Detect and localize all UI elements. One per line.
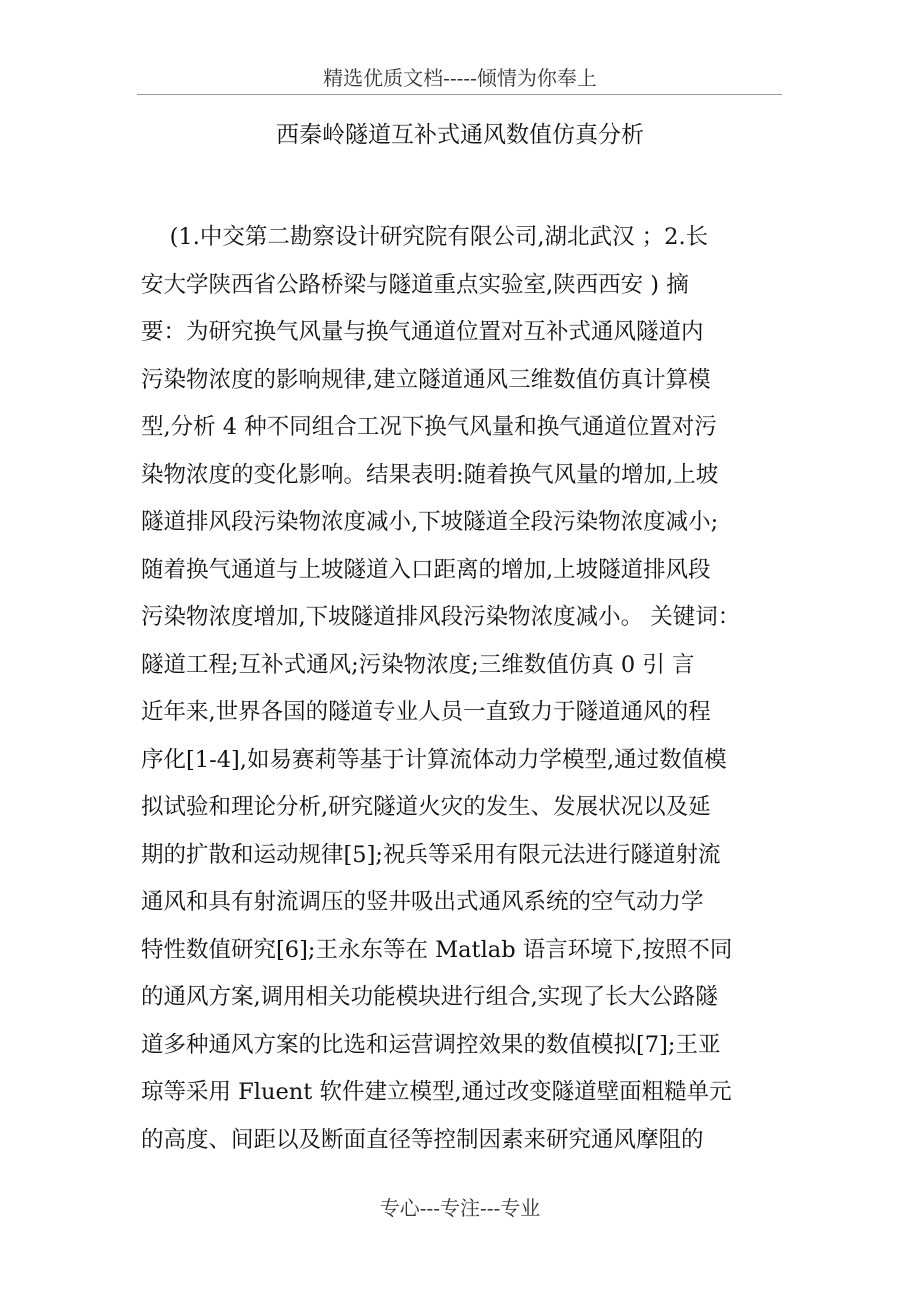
body-line: 型,分析 4 种不同组合工况下换气风量和换气通道位置对污 (141, 414, 717, 440)
body-line: 通风和具有射流调压的竖井吸出式通风系统的空气动力学 (141, 889, 704, 915)
body-line: 特性数值研究[6];王永东等在 Matlab 语言环境下,按照不同 (141, 936, 733, 963)
body-line: 的高度、间距以及断面直径等控制因素来研究通风摩阻的 (141, 1126, 704, 1153)
document-title: 西秦岭隧道互补式通风数值仿真分析 (276, 122, 644, 148)
body-line: 道多种通风方案的比选和运营调控效果的数值模拟[7];王亚 (141, 1031, 721, 1058)
body-line: 安大学陕西省公路桥梁与隧道重点实验室,陕西西安 ) 摘 (141, 271, 689, 298)
body-line: 要：为研究换气风量与换气通道位置对互补式通风隧道内 (141, 319, 704, 345)
body-line: (1.中交第二勘察设计研究院有限公司,湖北武汉 ；2.长 (141, 224, 709, 250)
body-line: 拟试验和理论分析,研究隧道火灾的发生、发展状况以及延 (141, 794, 711, 820)
page-header: 精选优质文档-----倾情为你奉上 (323, 66, 597, 90)
body-line: 染物浓度的变化影响。结果表明:随着换气风量的增加,上坡 (141, 461, 719, 488)
body-line: 污染物浓度的影响规律,建立隧道通风三维数值仿真计算模 (141, 366, 711, 393)
body-line: 随着换气通道与上坡隧道入口距离的增加,上坡隧道排风段 (141, 556, 711, 583)
body-line: 期的扩散和运动规律[5];祝兵等采用有限元法进行隧道射流 (141, 841, 721, 868)
body-line: 序化[1-4],如易赛莉等基于计算流体动力学模型,通过数值模 (141, 746, 727, 773)
body-line: 琼等采用 Fluent 软件建立模型,通过改变隧道壁面粗糙单元 (141, 1079, 732, 1105)
header-divider (137, 94, 782, 95)
body-line: 隧道工程;互补式通风;污染物浓度;三维数值仿真 0 引 言 (141, 651, 695, 678)
body-line: 污染物浓度增加,下坡隧道排风段污染物浓度减小。 关键词： (141, 604, 741, 630)
body-line: 隧道排风段污染物浓度减小,下坡隧道全段污染物浓度减小; (141, 509, 719, 535)
body-text (141, 214, 791, 1164)
body-line: 的通风方案,调用相关功能模块进行组合,实现了长大公路隧 (141, 984, 718, 1010)
page-footer: 专心---专注---专业 (379, 1196, 541, 1220)
body-line: 近年来,世界各国的隧道专业人员一直致力于隧道通风的程 (141, 699, 711, 725)
